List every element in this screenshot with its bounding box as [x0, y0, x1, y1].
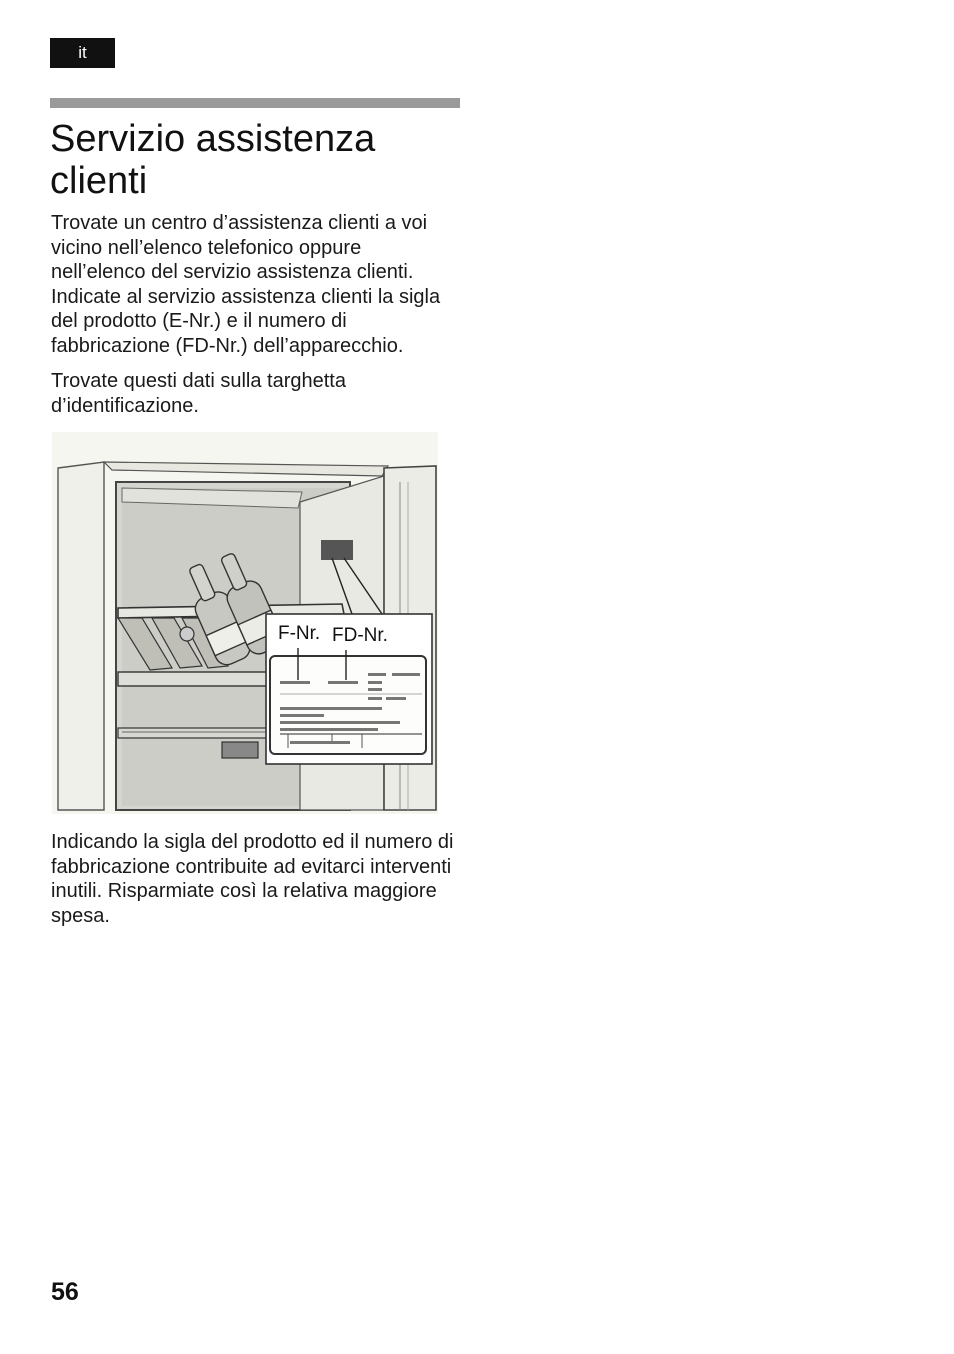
label-fd-nr: FD-Nr. — [332, 625, 388, 646]
appliance-nameplate-illustration — [52, 432, 438, 814]
page-title: Servizio assistenza clienti — [50, 118, 376, 202]
nameplate-paragraph: Trovate questi dati sulla targhetta d’identificazione. — [51, 370, 346, 417]
label-e-nr: F-Nr. — [278, 623, 321, 644]
closing-paragraph: Indicando la sigla del prodotto ed il numero di fabbricazione contribuite ad evitarci interventi inutili. Risparmiate così la relativa maggiore spesa. — [51, 831, 454, 927]
intro-paragraph: Trovate un centro d’assistenza clienti a voi vicino nell’elenco telefonico oppure nell’elenco del servizio assistenza clienti. Indicate al servizio assistenza clienti la sigla del prodotto (E-Nr.) e il numero di fabbricazione (FD-Nr.) dell’apparecchio. — [51, 212, 441, 357]
language-tab: it — [50, 38, 115, 68]
nameplate-marker — [321, 540, 353, 560]
fridge-interior-drawing — [52, 432, 438, 814]
section-rule — [50, 98, 460, 108]
page-number: 56 — [51, 1278, 79, 1306]
